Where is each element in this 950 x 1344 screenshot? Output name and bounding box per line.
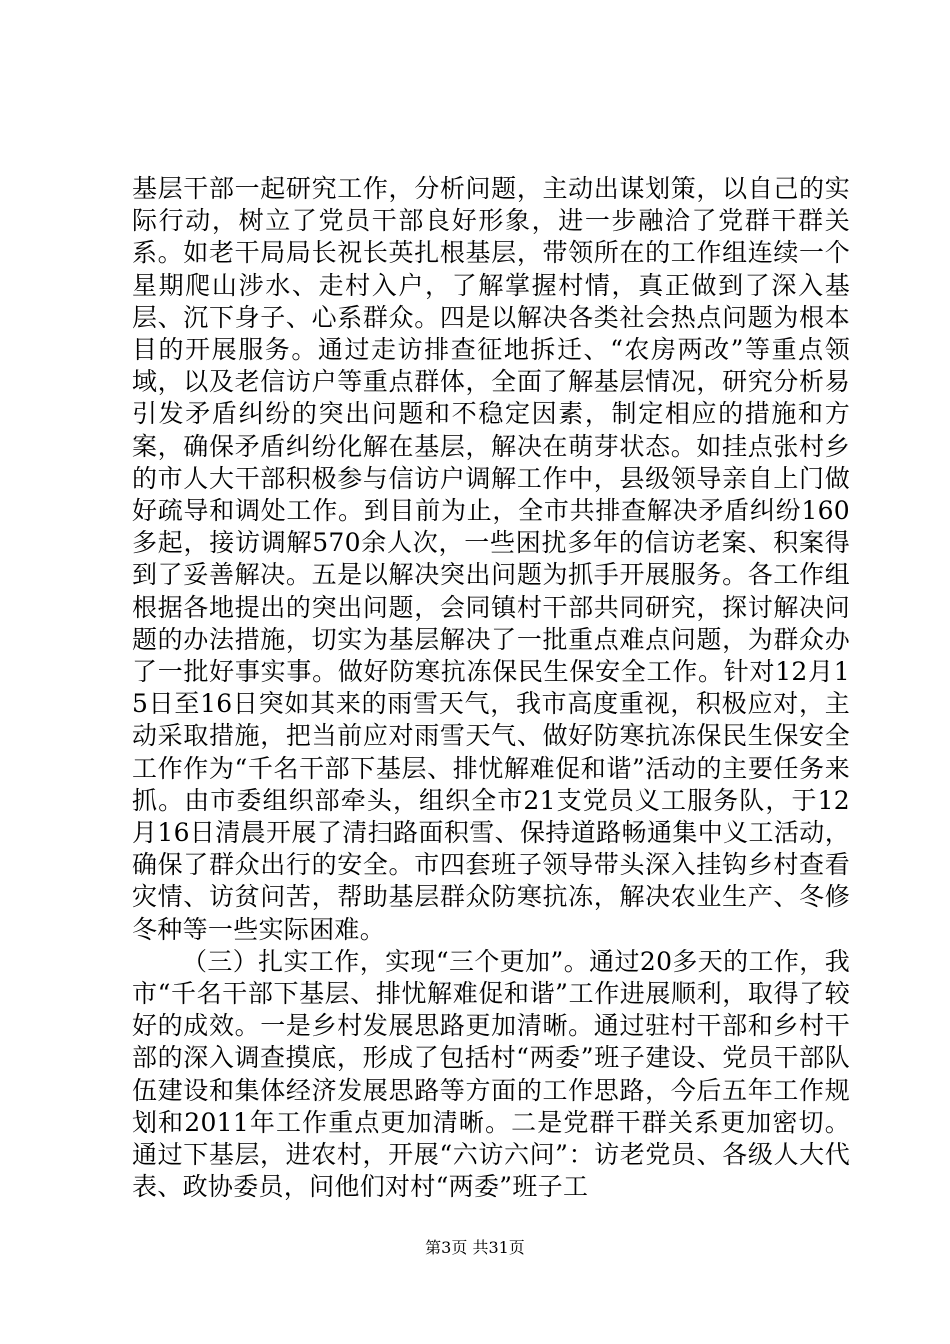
page-number-footer: 第3页 共31页 [425, 1238, 525, 1257]
paragraph-continuation: 基层干部一起研究工作，分析问题，主动出谋划策，以自己的实际行动，树立了党员干部良好形象，进一步融洽了党群干群关系。如老干局局长祝长英扎根基层，带领所在的工作组连续一个星期爬山涉水、走村入户，了解掌握村情，真正做到了深入基层、沉下身子、心系群众。四是以解决各类社会热点问题为根本目的开展服务。通过走访排查征地拆迁、“农房两改”等重点领域，以及老信访户等重点群体，全面了解基层情况，研究分析易引发矛盾纠纷的突出问题和不稳定因素，制定相应的措施和方案，确保矛盾纠纷化解在基层，解决在萌芽状态。如挂点张村乡的市人大干部积极参与信访户调解工作中，县级领导亲自上门做好疏导和调处工作。到目前为止，全市共排查解决矛盾纠纷160多起，接访调解570余人次，一些困扰多年的信访老案、积案得到了妥善解决。五是以解决突出问题为抓手开展服务。各工作组根据各地提出的突出问题，会同镇村干部共同研究，探讨解决问题的办法措施，切实为基层解决了一批重点难点问题，为群众办了一批好事实事。做好防寒抗冻保民生保安全工作。针对12月15日至16日突如其来的雨雪天气，我市高度重视，积极应对，主动采取措施，把当前应对雨雪天气、做好防寒抗冻保民生保安全工作作为“千名干部下基层、排忧解难促和谐”活动的主要任务来抓。由市委组织部牵头，组织全市21支党员义工服务队，于12月16日清晨开展了清扫路面积雪、保持道路畅通集中义工活动，确保了群众出行的安全。市四套班子领导带头深入挂钩乡村查看灾情、访贫问苦，帮助基层群众防寒抗冻，解决农业生产、冬修冬种等一些实际困难。 [132, 174, 850, 944]
document-body [132, 173, 850, 1204]
paragraph-section-three: （三）扎实工作，实现“三个更加”。通过20多天的工作，我市“千名干部下基层、排忧解难促和谐”工作进展顺利，取得了较好的成效。一是乡村发展思路更加清晰。通过驻村干部和乡村干部的深入调查摸底，形成了包括村“两委”班子建设、党员干部队伍建设和集体经济发展思路等方面的工作思路，今后五年工作规划和2011年工作重点更加清晰。二是党群干群关系更加密切。通过下基层，进农村，开展“六访六问”：访老党员、各级人大代表、政协委员，问他们对村“两委”班子工 [132, 946, 850, 1202]
